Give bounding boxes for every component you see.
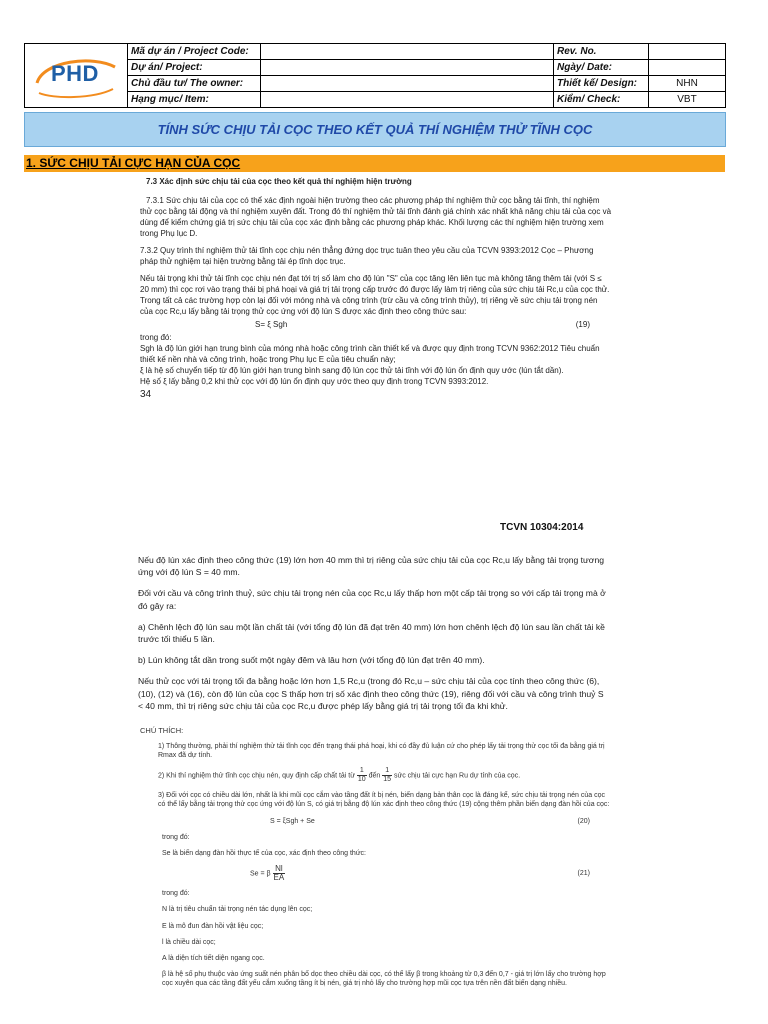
project-code-value[interactable] xyxy=(261,44,554,60)
scanned-text-middle xyxy=(138,545,608,722)
design-value[interactable]: NHN xyxy=(649,76,726,92)
section-heading: 1. SỨC CHỊU TẢI CỰC HẠN CỦA CỌC xyxy=(26,156,241,170)
note-2-end: sức chịu tải cực hạn Ru dự tính của cọc. xyxy=(394,772,521,780)
page-number: 34 xyxy=(140,389,152,400)
item-a: a) Chênh lệch độ lún sau một lần chất tải (với tổng độ lún đã đạt trên 40 mm) lớn hơn chênh lệch độ lún sau lần chất tải kề trước tối thiểu 5 lần. xyxy=(138,621,605,645)
clause-heading: 7.3 Xác định sức chịu tải của cọc theo kết quả thí nghiệm hiện trường xyxy=(146,177,412,186)
coefficient-note: Hệ số ξ lấy bằng 0,2 khi thử cọc với độ lún ổn định quy ước theo quy định trong TCVN 9393:2012. xyxy=(140,377,489,386)
definition-sgh: Sgh là độ lún giới hạn trung bình của móng nhà hoặc công trình cần thiết kế và được quy định trong TCVN 9362:2012 Tiêu chuẩn thiết kế nền nhà và công trình, hoặc trong Phụ lục E của tiêu chuẩn này; xyxy=(140,344,600,364)
logo-text: PHD xyxy=(51,60,99,86)
equation-21-formula: Se = β $\frac{Nl}{EA}$ xyxy=(250,864,285,883)
rev-label: Rev. No. xyxy=(554,44,649,60)
paragraph-other-cases: Trong tất cả các trường hợp còn lại đối với móng nhà và công trình (trừ cầu và công trình thủy), trị riêng về sức chịu tải trọng nén của cọc Rc,u lấy bằng tải trọng thử cọc ứng với độ lún S được xác định theo công thức sau: xyxy=(140,296,598,316)
note-2-start: 2) Khi thí nghiệm thử tĩnh cọc chịu nén, quy định cấp chất tải từ xyxy=(158,772,355,780)
definition-xi: ξ là hệ số chuyển tiếp từ độ lún giới hạn trung bình sang độ lún cọc thử tải tĩnh với độ lún ổn định quy ước (lún tắt dần). xyxy=(140,366,564,375)
note-1: 1) Thông thường, phải thí nghiệm thử tải tĩnh cọc đến trạng thái phá hoại, khi có đầy đủ luận cứ cho phép lấy tải trọng thử cọc tối đa bằng giá trị Rmax đã dự tính. xyxy=(158,742,605,759)
clause-7-3-2: 7.3.2 Quy trình thí nghiệm thử tải tĩnh cọc chịu nén thẳng đứng dọc trục tuân theo yêu cầu của TCVN 9393:2012 Cọc – Phương pháp thử nghiệm tại hiện trường bằng tải ép tĩnh dọc trục. xyxy=(140,246,594,266)
logo-cell xyxy=(25,44,128,108)
project-code-label: Mã dự án / Project Code: xyxy=(128,44,261,60)
var-n: N là trị tiêu chuẩn tải trọng nén tác dụng lên cọc; xyxy=(162,906,313,914)
owner-value[interactable] xyxy=(261,76,554,92)
where-label-3: trong đó: xyxy=(162,890,190,898)
equation-20-number: (20) xyxy=(577,817,590,825)
fraction-1-15: $\frac{1}{15}$ xyxy=(383,767,392,784)
var-beta: β là hệ số phụ thuộc vào ứng suất nén phân bố dọc theo chiều dài cọc, có thể lấy β trong khoảng từ 0,3 đến 0,7 - giá trị lớn lấy cho trường hợp cọc xuyên qua các tầng đất yếu cắm xuống tầng ít bị nén, giá trị nhỏ lấy cho trường hợp mũi cọc tựa trên nền đất biến dạng nhiều. xyxy=(162,971,606,988)
scanned-text-upper xyxy=(140,176,612,400)
page-title: TÍNH SỨC CHỊU TẢI CỌC THEO KẾT QUẢ THÍ NGHIỆM THỬ TĨNH CỌC xyxy=(157,122,593,137)
note-3: 3) Đối với cọc có chiều dài lớn, nhất là khi mũi cọc cắm vào tầng đất ít bị nén, biến dạng bản thân cọc là đáng kể, sức chịu tải trọng nén của cọc có thể lấy bằng tải trọng thử cọc ứng với độ lún S, có giá trị bằng độ lún xác định theo công thức (19) cộng thêm phần biến dạng đàn hồi của cọc: xyxy=(158,792,610,809)
var-l: l là chiều dài cọc; xyxy=(162,938,216,946)
scanned-notes xyxy=(140,718,610,996)
project-value[interactable] xyxy=(261,60,554,76)
equation-20 xyxy=(140,817,610,826)
fraction-1-10: $\frac{1}{10}$ xyxy=(357,767,366,784)
item-value[interactable] xyxy=(261,92,554,108)
where-label: trong đó: xyxy=(140,333,172,342)
check-value[interactable]: VBT xyxy=(649,92,726,108)
company-logo xyxy=(25,45,125,107)
header-table xyxy=(24,43,726,108)
standard-code: TCVN 10304:2014 xyxy=(500,522,584,533)
paragraph-40mm: Nếu độ lún xác định theo công thức (19) lớn hơn 40 mm thì trị riêng của sức chịu tải của cọc Rc,u lấy bằng tải trọng tương ứng với độ lún S = 40 mm. xyxy=(138,554,605,578)
se-definition: Se là biến dạng đàn hồi thực tế của cọc, xác định theo công thức: xyxy=(162,849,366,857)
equation-19 xyxy=(140,319,612,330)
equation-21 xyxy=(140,865,610,882)
item-label: Hạng mục/ Item: xyxy=(128,92,261,108)
var-e: E là mô đun đàn hồi vật liệu cọc; xyxy=(162,922,264,930)
paragraph-bridges: Đối với cầu và công trình thuỷ, sức chịu tải trọng nén của cọc Rc,u lấy thấp hơn một cấp tải trọng so với cấp tải trọng mà ở đó gây ra: xyxy=(138,588,606,611)
project-label: Dự án/ Project: xyxy=(128,60,261,76)
date-value[interactable] xyxy=(649,60,726,76)
date-label: Ngày/ Date: xyxy=(554,60,649,76)
check-label: Kiểm/ Check: xyxy=(554,92,649,108)
equation-19-number: (19) xyxy=(575,320,590,329)
equation-21-number: (21) xyxy=(577,870,590,878)
equation-19-formula: S= ξ Sgh xyxy=(255,320,288,329)
where-label-2: trong đó: xyxy=(162,833,190,841)
item-b: b) Lún không tắt dần trong suốt một ngày đêm và lâu hơn (với tổng độ lún đạt trên 40 mm). xyxy=(138,655,485,666)
design-label: Thiết kế/ Design: xyxy=(554,76,649,92)
paragraph-max-load: Nếu thử cọc với tải trọng tối đa bằng hoặc lớn hơn 1,5 Rc,u (trong đó Rc,u – sức chịu tải của cọc tính theo công thức (6), (10), (12) và (16), còn độ lún của cọc S thấp hơn trị số xác định theo công thức (19), riêng đối với cầu và công trình thuỷ S < 40 mm, thì trị riêng sức chịu tải của cọc Rc,u được phép lấy bằng giá trị tải trọng tối đa khi khử. xyxy=(138,676,604,712)
note-heading: CHÚ THÍCH: xyxy=(140,725,184,735)
section-band xyxy=(24,155,725,172)
clause-7-3-1: 7.3.1 Sức chịu tải của cọc có thể xác định ngoài hiện trường theo các phương pháp thí nghiệm thử cọc bằng tải tĩnh, thí nghiệm thử cọc bằng tải động và thí nghiệm xuyên đất. Trong đó thí nghiệm thử tải tĩnh đánh giá chính xác nhất khả năng chịu tải của cọc và dùng để kiểm chứng giá trị sức chịu tải của cọc xác định bằng các phương pháp khác. Khối lượng các thí nghiệm hiện trường xem trong Phụ lục D. xyxy=(140,196,612,238)
paragraph-failure: Nếu tải trọng khi thử tải tĩnh cọc chịu nén đạt tới trị số làm cho độ lún "S" của cọc tăng lên liên tục mà không tăng thêm tải (với S ≤ 20 mm) thì cọc rơi vào trạng thái bị phá hoại và giá trị tải trọng cấp trước đó được lấy làm trị riêng của sức chịu tải Rc,u của cọc thử. xyxy=(140,274,610,294)
note-2-to: đến xyxy=(368,772,381,780)
note-2 xyxy=(140,767,610,784)
equation-20-formula: S = ξSgh + Se xyxy=(270,817,315,825)
rev-value[interactable] xyxy=(649,44,726,60)
owner-label: Chủ đầu tư/ The owner: xyxy=(128,76,261,92)
title-band xyxy=(24,112,726,147)
var-a: A là diện tích tiết diện ngang cọc. xyxy=(162,954,265,962)
